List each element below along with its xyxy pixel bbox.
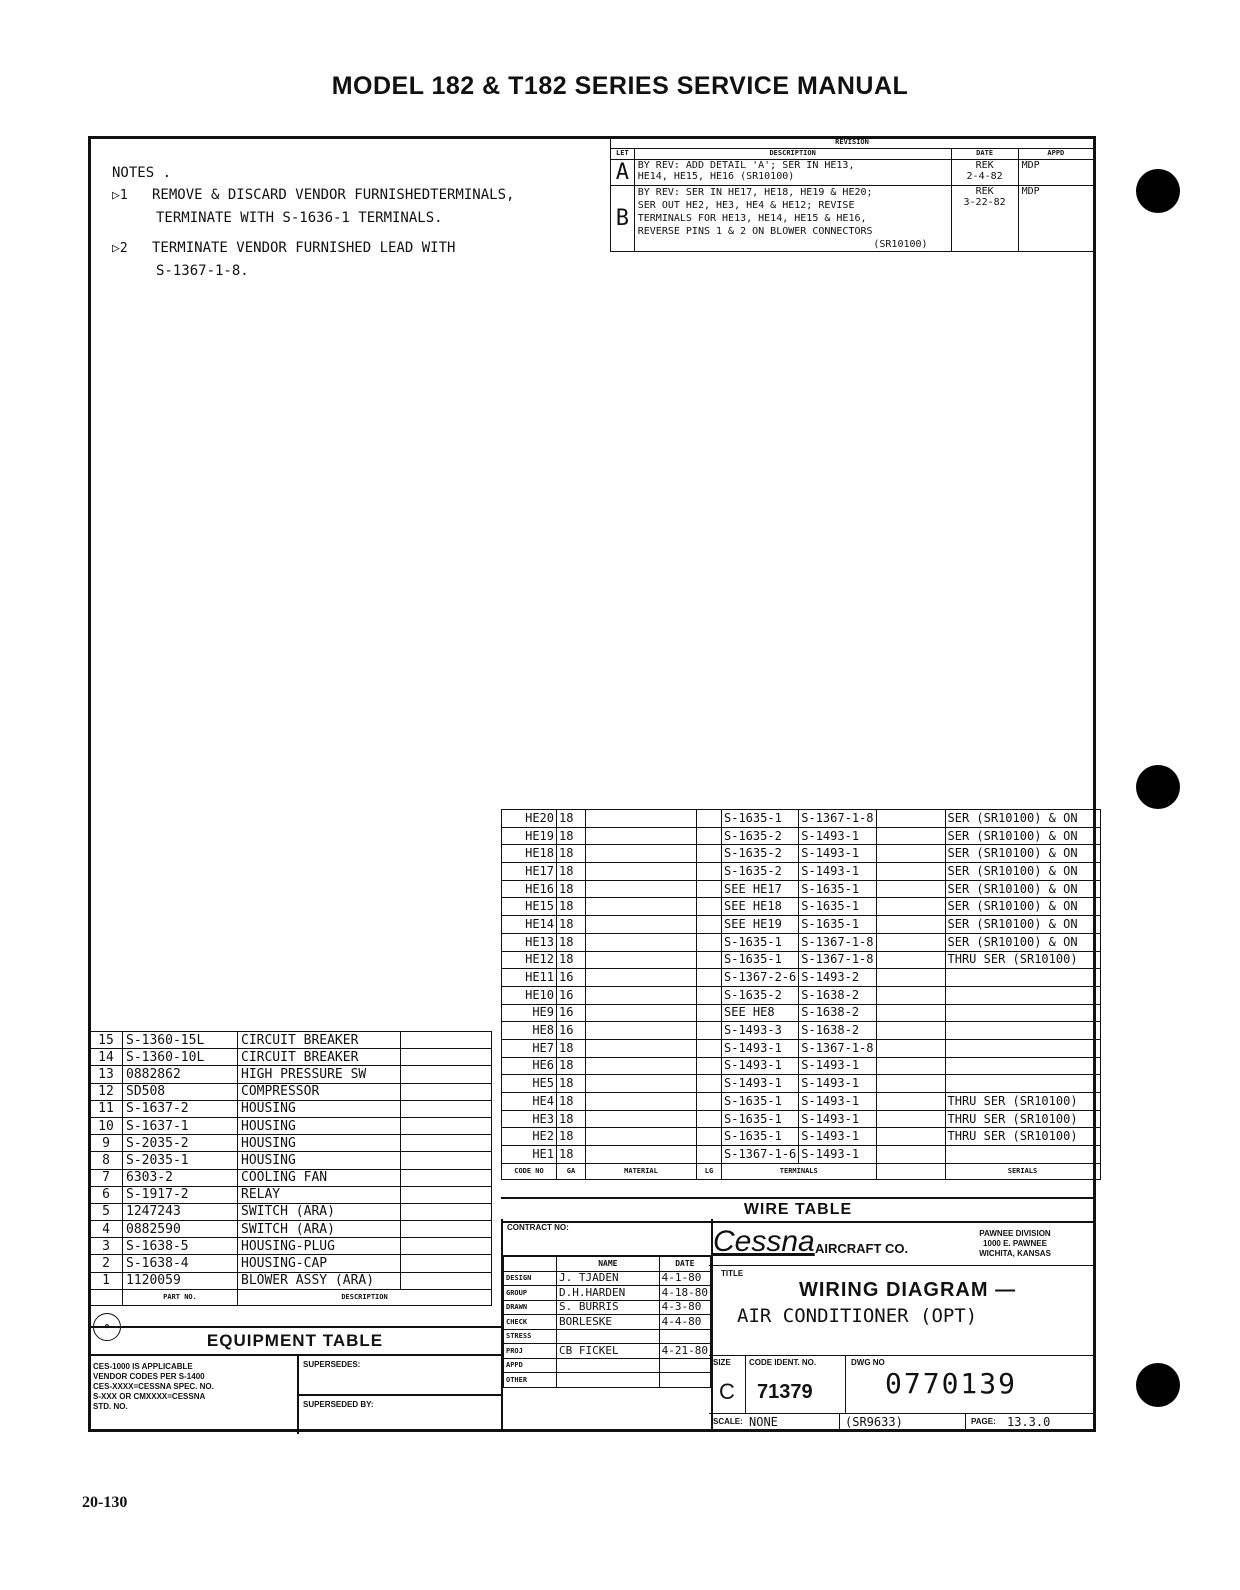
binder-hole xyxy=(1136,1363,1180,1407)
equipment-row: 8 S-2035-1 HOUSING xyxy=(90,1152,492,1169)
wire-row: HE4 18 S-1635-1 S-1493-1 THRU SER (SR10100) xyxy=(502,1093,1101,1111)
note-item: ▷1 REMOVE & DISCARD VENDOR FURNISHEDTERMINALS, TERMINATE WITH S-1636-1 TERMINALS. xyxy=(112,187,515,226)
wire-row: HE13 18 S-1635-1 S-1367-1-8 SER (SR10100) & ON xyxy=(502,933,1101,951)
signature-row: GROUP D.H.HARDEN 4-18-80 xyxy=(504,1286,711,1301)
supersedes-label: SUPERSEDES: xyxy=(303,1360,361,1369)
notes-heading: NOTES . xyxy=(112,165,172,181)
company-suffix: AIRCRAFT CO. xyxy=(815,1241,909,1256)
wire-row: HE3 18 S-1635-1 S-1493-1 THRU SER (SR10100) xyxy=(502,1110,1101,1128)
equipment-row: 3 S-1638-5 HOUSING-PLUG xyxy=(90,1238,492,1255)
equipment-row: 14 S-1360-10L CIRCUIT BREAKER xyxy=(90,1049,492,1066)
equipment-table xyxy=(89,1031,492,1306)
equipment-row: 7 6303-2 COOLING FAN xyxy=(90,1169,492,1186)
wire-row: HE11 16 S-1367-2-6 S-1493-2 xyxy=(502,969,1101,987)
drawing-subtitle: AIR CONDITIONER (OPT) xyxy=(737,1305,978,1327)
page-number: 20-130 xyxy=(82,1494,128,1511)
wire-row: HE17 18 S-1635-2 S-1493-1 SER (SR10100) & ON xyxy=(502,863,1101,881)
wire-row: HE12 18 S-1635-1 S-1367-1-8 THRU SER (SR10100) xyxy=(502,951,1101,969)
title-block: Cessna AIRCRAFT CO. PAWNEE DIVISION 1000 E. PAWNEE WICHITA, KANSAS TITLE WIRING DIAGRAM — AIR CONDITIONER (OPT) SIZE C CODE IDENT. NO. 71379 DWG NO 0770139 SCALE: NONE (SR9633) PAGE: 13.3.0 xyxy=(709,1219,1095,1432)
equipment-table-title: EQUIPMENT TABLE xyxy=(89,1326,501,1354)
revision-row: A BY REV: ADD DETAIL 'A'; SER IN HE13, HE14, HE15, HE16 (SR10100) REK 2-4-82 MDP xyxy=(611,160,1094,186)
drawing-number: 0770139 xyxy=(885,1367,1018,1400)
signature-row: APPD xyxy=(504,1358,711,1373)
equipment-row: 6 S-1917-2 RELAY xyxy=(90,1186,492,1203)
contract-label: CONTRACT NO: xyxy=(503,1219,711,1256)
wire-row: HE6 18 S-1493-1 S-1493-1 xyxy=(502,1057,1101,1075)
wire-table xyxy=(501,809,1101,1180)
col-description: DESCRIPTION xyxy=(634,149,951,160)
triangle-flag-icon: ▷2 xyxy=(112,241,128,256)
equipment-row: 10 S-1637-1 HOUSING xyxy=(90,1117,492,1134)
signature-row: PROJ CB FICKEL 4-21-80 xyxy=(504,1344,711,1359)
col-let: LET xyxy=(611,149,635,160)
equipment-row: 5 1247243 SWITCH (ARA) xyxy=(90,1203,492,1220)
wire-row: HE2 18 S-1635-1 S-1493-1 THRU SER (SR10100) xyxy=(502,1128,1101,1146)
wire-row: HE8 16 S-1493-3 S-1638-2 xyxy=(502,1022,1101,1040)
equipment-row: 12 SD508 COMPRESSOR xyxy=(90,1083,492,1100)
col-date: DATE xyxy=(951,149,1018,160)
revision-row: B BY REV: SER IN HE17, HE18, HE19 & HE20; SER OUT HE2, HE3, HE4 & HE12; REVISE TERMINALS FOR HE13, HE14, HE15 & HE16, REVERSE PINS 1 & 2 ON BLOWER CONNECTORS (SR10100) REK 3-22-82 MDP xyxy=(611,186,1094,252)
binder-hole xyxy=(1136,765,1180,809)
notes xyxy=(112,162,514,282)
equipment-row: 11 S-1637-2 HOUSING xyxy=(90,1100,492,1117)
equipment-row: 13 0882862 HIGH PRESSURE SW xyxy=(90,1066,492,1083)
page-title: MODEL 182 & T182 SERIES SERVICE MANUAL xyxy=(331,72,909,100)
wire-row: HE19 18 S-1635-2 S-1493-1 SER (SR10100) & ON xyxy=(502,827,1101,845)
signature-block: CONTRACT NO: NAME DATE DESIGN J. TJADEN 4-1-80 GROUP D.H.HARDEN 4-18-80 DRAWN S. BURRIS 4-3-80 CHECK BORLESKE 4-4-80 STRESS PROJ CB FICKEL 4-21-80 APPD OTHER xyxy=(501,1219,713,1432)
division: PAWNEE DIVISION 1000 E. PAWNEE WICHITA, KANSAS xyxy=(979,1229,1051,1258)
drawing-title: WIRING DIAGRAM — xyxy=(799,1279,1017,1301)
wire-row: HE10 16 S-1635-2 S-1638-2 xyxy=(502,986,1101,1004)
wire-table-title: WIRE TABLE xyxy=(501,1197,1095,1223)
wire-row: HE7 18 S-1493-1 S-1367-1-8 xyxy=(502,1039,1101,1057)
scale-value: NONE xyxy=(749,1415,778,1429)
col-appd: APPD xyxy=(1018,149,1093,160)
note-item: ▷2 TERMINATE VENDOR FURNISHED LEAD WITH S-1367-1-8. xyxy=(112,240,456,279)
equipment-row: 4 0882590 SWITCH (ARA) xyxy=(90,1221,492,1238)
equipment-table-header: PART NO. DESCRIPTION xyxy=(90,1289,492,1305)
revision-title: REVISION xyxy=(611,138,1094,149)
wire-row: HE14 18 SEE HE19 S-1635-1 SER (SR10100) & ON xyxy=(502,916,1101,934)
binder-hole xyxy=(1136,169,1180,213)
wire-row: HE18 18 S-1635-2 S-1493-1 SER (SR10100) & ON xyxy=(502,845,1101,863)
sheet-page-value: 13.3.0 xyxy=(1007,1415,1051,1429)
cessna-logo: Cessna xyxy=(713,1225,815,1258)
signature-row: STRESS xyxy=(504,1329,711,1344)
size-value: C xyxy=(719,1379,735,1404)
signature-row: DESIGN J. TJADEN 4-1-80 xyxy=(504,1271,711,1286)
wire-row: HE20 18 S-1635-1 S-1367-1-8 SER (SR10100) & ON xyxy=(502,810,1101,828)
code-ident-value: 71379 xyxy=(757,1381,813,1403)
equipment-row: 1 1120059 BLOWER ASSY (ARA) xyxy=(90,1272,492,1289)
wire-row: HE5 18 S-1493-1 S-1493-1 xyxy=(502,1075,1101,1093)
revision-table xyxy=(610,137,1094,252)
signature-row: CHECK BORLESKE 4-4-80 xyxy=(504,1315,711,1330)
wire-row: HE1 18 S-1367-1-6 S-1493-1 xyxy=(502,1146,1101,1164)
wire-row: HE16 18 SEE HE17 S-1635-1 SER (SR10100) & ON xyxy=(502,880,1101,898)
sr-value: (SR9633) xyxy=(845,1415,903,1429)
equipment-row: 15 S-1360-15L CIRCUIT BREAKER xyxy=(90,1032,492,1049)
cessna-circle-logo-icon: ⊕ xyxy=(93,1313,121,1341)
signature-row: DRAWN S. BURRIS 4-3-80 xyxy=(504,1300,711,1315)
equipment-row: 9 S-2035-2 HOUSING xyxy=(90,1135,492,1152)
triangle-flag-icon: ▷1 xyxy=(112,188,128,203)
wire-row: HE9 16 SEE HE8 S-1638-2 xyxy=(502,1004,1101,1022)
signature-row: OTHER xyxy=(504,1373,711,1388)
spec-block: CES-1000 IS APPLICABLE VENDOR CODES PER S-1400 CES-XXXX=CESSNA SPEC. NO. S-XXX OR CMXXXX=CESSNA STD. NO. SUPERSEDES: SUPERSEDED BY: xyxy=(89,1354,501,1434)
equipment-row: 2 S-1638-4 HOUSING-CAP xyxy=(90,1255,492,1272)
wire-table-header: CODE NO GA MATERIAL LG TERMINALS SERIALS xyxy=(502,1163,1101,1179)
superseded-by-label: SUPERSEDED BY: xyxy=(303,1400,374,1409)
wire-row: HE15 18 SEE HE18 S-1635-1 SER (SR10100) & ON xyxy=(502,898,1101,916)
